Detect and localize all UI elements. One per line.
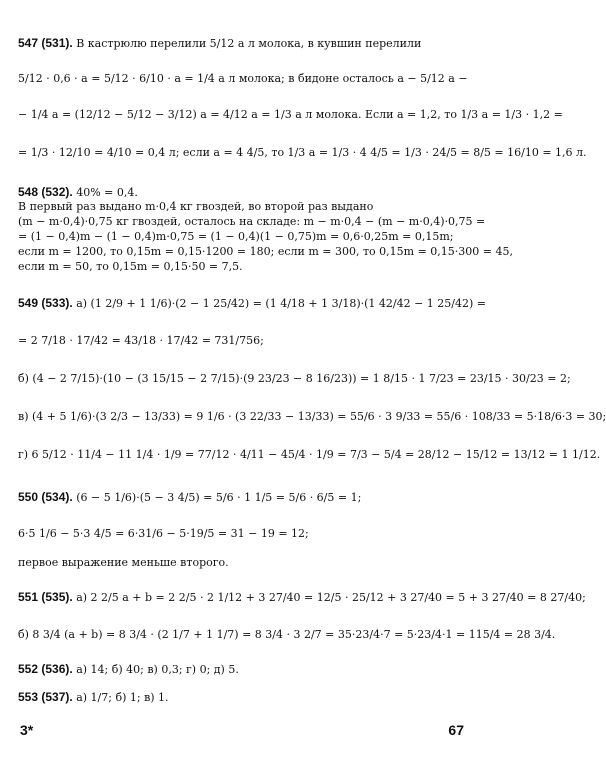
problem-552-line-1 <box>18 662 468 677</box>
problem-548-line-4: = (1 − 0,4)m − (1 − 0,4)m·0,75 = (1 − 0,4)(1 − 0,75)m = 0,6·0,25m = 0,15m; <box>18 230 454 243</box>
problem-547-line-2: 5/12 · 0,6 · a = 5/12 · 6/10 · a = 1/4 a л молока; в бидоне осталось a − 5/12 a − <box>18 72 468 85</box>
problem-549-line-3: б) (4 − 2 7/15)·(10 − (3 15/15 − 2 7/15)·(9 23/23 − 8 16/23)) = 1 8/15 · 1 7/23 = 23/15 · 30/23 = 2; <box>18 372 571 385</box>
problem-548-line-5: если m = 1200, то 0,15m = 0,15·1200 = 180; если m = 300, то 0,15m = 0,15·300 = 45, <box>18 245 513 258</box>
problem-number: 547 (531). <box>18 36 73 50</box>
problem-551-line-2: б) 8 3/4 (a + b) = 8 3/4 · (2 1/7 + 1 1/7) = 8 3/4 · 3 2/7 = 35·23/4·7 = 5·23/4·1 = 115/4 = 28 3/4. <box>18 628 556 641</box>
problem-547-line-3: − 1/4 a = (12/12 − 5/12 − 3/12) a = 4/12 a = 1/3 a л молока. Если a = 1,2, то 1/3 a = 1/3 · 1,2 = <box>18 108 563 121</box>
problem-547-line-4: = 1/3 · 12/10 = 4/10 = 0,4 л; если a = 4 4/5, то 1/3 a = 1/3 · 4 4/5 = 1/3 · 24/5 = 8/5 = 16/10 = 1,6 л. <box>18 146 587 159</box>
problem-548-line-1 <box>18 185 468 200</box>
problem-549-line-4: в) (4 + 5 1/6)·(3 2/3 − 13/33) = 9 1/6 · (3 22/33 − 13/33) = 55/6 · 3 9/33 = 55/6 · 108/33 = 5·18/6·3 = 30; <box>18 410 606 423</box>
problem-text: а) (1 2/9 + 1 1/6)·(2 − 1 25/42) = (1 4/18 + 1 3/18)·(1 42/42 − 1 25/42) = <box>76 297 487 310</box>
problem-549-line-5: г) 6 5/12 · 11/4 − 11 1/4 · 1/9 = 77/12 · 4/11 − 45/4 · 1/9 = 7/3 − 5/4 = 28/12 − 15/12 = 13/12 = 1 1/12. <box>18 448 601 461</box>
problem-549-line-2: = 2 7/18 · 17/42 = 43/18 · 17/42 = 731/756; <box>18 334 264 347</box>
page-number: 67 <box>448 722 464 738</box>
problem-number: 548 (532). <box>18 185 73 199</box>
signature-mark: 3* <box>20 722 34 738</box>
problem-text: 40% = 0,4. <box>76 186 138 199</box>
problem-550-line-3: первое выражение меньше второго. <box>18 556 229 569</box>
problem-number: 553 (537). <box>18 690 73 704</box>
problem-number: 552 (536). <box>18 662 73 676</box>
problem-text: а) 14; б) 40; в) 0,3; г) 0; д) 5. <box>76 663 239 676</box>
problem-number: 550 (534). <box>18 490 73 504</box>
problem-548-line-6: если m = 50, то 0,15m = 0,15·50 = 7,5. <box>18 260 243 273</box>
problem-text: а) 1/7; б) 1; в) 1. <box>76 691 169 704</box>
problem-text: В кастрюлю перелили 5/12 a л молока, в кувшин перелили <box>76 37 422 50</box>
problem-553-line-1 <box>18 690 468 705</box>
problem-549-line-1 <box>18 296 487 311</box>
problem-text: а) 2 2/5 a + b = 2 2/5 · 2 1/12 + 3 27/40 = 12/5 · 25/12 + 3 27/40 = 5 + 3 27/40 = 8 27/40; <box>76 591 586 604</box>
problem-548-line-2: В первый раз выдано m·0,4 кг гвоздей, во второй раз выдано <box>18 200 374 213</box>
problem-550-line-2: 6·5 1/6 − 5·3 4/5 = 6·31/6 − 5·19/5 = 31 − 19 = 12; <box>18 527 309 540</box>
problem-number: 549 (533). <box>18 296 73 310</box>
problem-551-line-1 <box>18 590 586 605</box>
problem-548-line-3: (m − m·0,4)·0,75 кг гвоздей, осталось на складе: m − m·0,4 − (m − m·0,4)·0,75 = <box>18 215 486 228</box>
problem-547-line-1 <box>18 36 468 51</box>
problem-number: 551 (535). <box>18 590 73 604</box>
problem-550-line-1 <box>18 490 468 505</box>
problem-text: (6 − 5 1/6)·(5 − 3 4/5) = 5/6 · 1 1/5 = 5/6 · 6/5 = 1; <box>76 491 362 504</box>
